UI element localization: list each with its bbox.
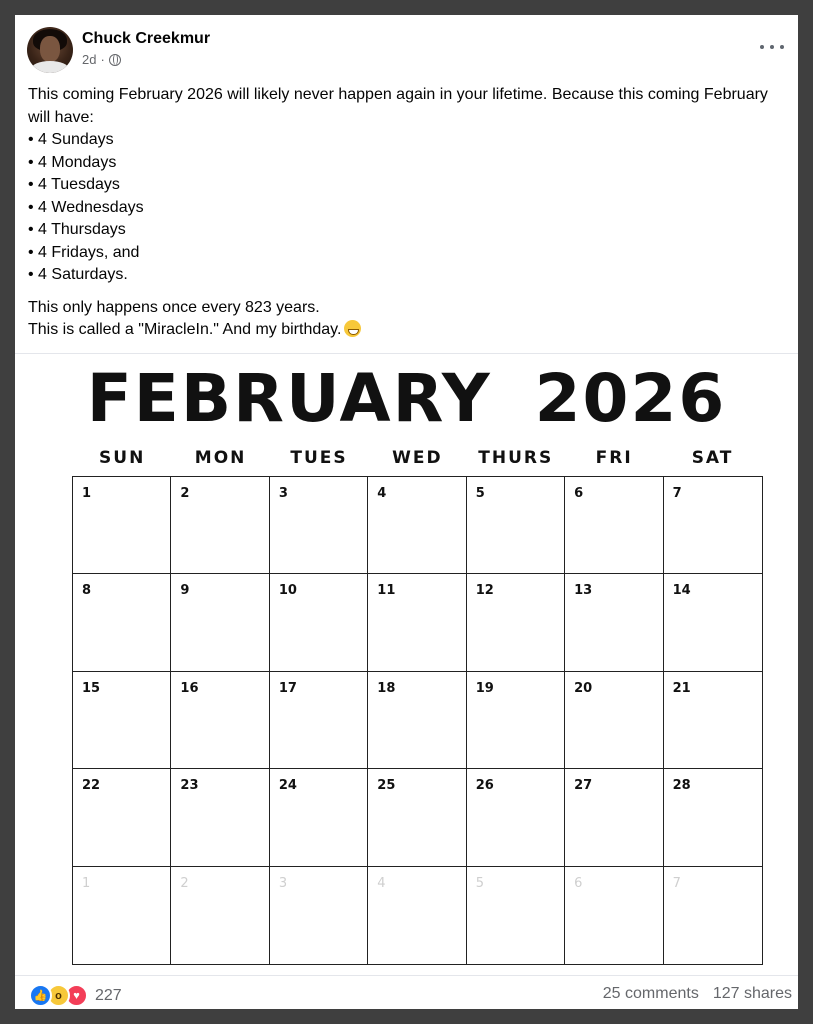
weekday-label: SUN xyxy=(99,448,146,468)
calendar-day-cell xyxy=(467,672,565,769)
day-number: 4 xyxy=(377,875,386,891)
day-number: 15 xyxy=(82,680,101,696)
calendar-day-cell xyxy=(467,477,565,574)
globe-icon[interactable] xyxy=(109,54,121,66)
post-line: This coming February 2026 will likely never happen again in your lifetime. Because this coming February will have: xyxy=(28,86,768,126)
post-card xyxy=(15,15,798,1009)
day-number: 5 xyxy=(475,875,484,891)
calendar-day-cell xyxy=(565,477,663,574)
calendar-day-cell xyxy=(664,477,762,574)
weekday-label: MON xyxy=(194,448,247,468)
calendar-day-cell xyxy=(664,574,762,671)
author-name[interactable]: Chuck Creekmur xyxy=(82,30,211,47)
post-line: • 4 Saturdays. xyxy=(28,266,128,283)
day-number: 14 xyxy=(672,583,691,599)
post-line: • 4 Tuesdays xyxy=(28,176,120,193)
post-line-with-emoji xyxy=(28,319,783,342)
day-number: 3 xyxy=(278,875,288,891)
post-line: • 4 Thursdays xyxy=(28,221,126,238)
day-number: 11 xyxy=(377,583,396,599)
weekday-label: WED xyxy=(392,448,443,468)
weekday-label: FRI xyxy=(595,448,633,468)
post-line: This is called a "MiracleIn." And my birthday. xyxy=(28,321,342,338)
day-number: 24 xyxy=(278,778,297,794)
day-number: 16 xyxy=(180,680,199,696)
day-number: 7 xyxy=(672,486,682,501)
calendar-day-cell xyxy=(467,574,565,671)
day-number: 28 xyxy=(672,778,691,794)
post-time[interactable]: 2d xyxy=(82,52,97,67)
day-number: 2 xyxy=(180,486,190,501)
calendar-day-cell xyxy=(565,672,663,769)
calendar-day-cell xyxy=(270,477,368,574)
calendar-next-month-cell xyxy=(664,867,762,964)
day-number: 19 xyxy=(475,680,494,696)
day-number: 6 xyxy=(574,875,583,891)
calendar-next-month-cell xyxy=(270,867,368,964)
calendar-title: FEBRUARY 2026 xyxy=(86,360,727,437)
weekday-label: TUES xyxy=(290,448,348,468)
post-stats xyxy=(603,985,792,1003)
day-number: 8 xyxy=(82,583,92,599)
day-number: 2 xyxy=(180,875,189,891)
calendar-day-cell xyxy=(368,672,466,769)
post-line: • 4 Fridays, and xyxy=(28,243,140,261)
day-number: 20 xyxy=(574,680,593,696)
post-line: • 4 Sundays xyxy=(28,131,114,148)
weekday-label: THURS xyxy=(478,448,554,468)
day-number: 6 xyxy=(574,486,584,501)
calendar-day-cell xyxy=(565,574,663,671)
day-number: 7 xyxy=(672,875,681,891)
love-reaction-icon: ♥ xyxy=(65,984,88,1007)
calendar-day-cell xyxy=(368,477,466,574)
more-options-icon[interactable] xyxy=(760,37,784,57)
calendar-day-cell xyxy=(664,672,762,769)
day-number: 22 xyxy=(82,778,101,794)
calendar-day-cell xyxy=(73,477,171,574)
day-number: 9 xyxy=(180,583,190,599)
calendar-day-cell xyxy=(73,769,171,866)
day-number: 12 xyxy=(475,583,494,599)
day-number: 1 xyxy=(82,486,92,501)
day-number: 13 xyxy=(574,583,593,599)
day-number: 25 xyxy=(377,778,396,794)
day-number: 10 xyxy=(278,583,297,599)
divider xyxy=(15,353,798,354)
day-number: 4 xyxy=(377,486,387,501)
calendar-day-cell xyxy=(664,769,762,866)
day-number: 3 xyxy=(278,486,288,501)
post-meta xyxy=(82,52,121,67)
day-number: 17 xyxy=(278,680,297,696)
day-number: 23 xyxy=(180,778,199,794)
day-number: 27 xyxy=(574,778,593,794)
grinning-emoji-icon xyxy=(344,320,361,337)
calendar-day-cell xyxy=(270,672,368,769)
calendar-day-cell xyxy=(368,769,466,866)
avatar[interactable] xyxy=(27,27,73,73)
day-number: 26 xyxy=(475,778,494,794)
calendar-day-cell xyxy=(171,769,269,866)
calendar-day-cell xyxy=(270,574,368,671)
calendar-day-cell xyxy=(171,477,269,574)
calendar-day-cell xyxy=(368,574,466,671)
day-number: 1 xyxy=(82,875,91,891)
calendar-day-cell xyxy=(171,574,269,671)
comments-count[interactable]: 25 comments xyxy=(602,985,699,1002)
divider xyxy=(15,975,798,976)
calendar-day-cell xyxy=(73,672,171,769)
calendar-day-cell xyxy=(565,769,663,866)
calendar-grid xyxy=(72,476,763,965)
calendar-next-month-cell xyxy=(467,867,565,964)
meta-separator: · xyxy=(100,52,105,67)
calendar-next-month-cell xyxy=(73,867,171,964)
weekday-header-row xyxy=(73,448,762,468)
day-number: 5 xyxy=(475,486,485,501)
calendar-day-cell xyxy=(171,672,269,769)
like-reaction-icon: 👍 xyxy=(29,984,52,1007)
post-line: • 4 Wednesdays xyxy=(28,198,144,216)
calendar-next-month-cell xyxy=(368,867,466,964)
post-text xyxy=(28,84,783,342)
day-number: 18 xyxy=(377,680,396,696)
reaction-count[interactable]: 227 xyxy=(95,986,122,1004)
calendar-next-month-cell xyxy=(565,867,663,964)
wow-reaction-icon: o xyxy=(47,984,70,1007)
post-line: • 4 Mondays xyxy=(28,153,117,171)
shares-count[interactable]: 127 shares xyxy=(712,985,792,1002)
calendar-day-cell xyxy=(73,574,171,671)
reactions-summary[interactable] xyxy=(29,984,122,1007)
calendar-next-month-cell xyxy=(171,867,269,964)
calendar-day-cell xyxy=(467,769,565,866)
weekday-label: SAT xyxy=(691,448,734,468)
post-line: This only happens once every 823 years. xyxy=(28,298,320,316)
calendar-day-cell xyxy=(270,769,368,866)
day-number: 21 xyxy=(672,680,691,696)
